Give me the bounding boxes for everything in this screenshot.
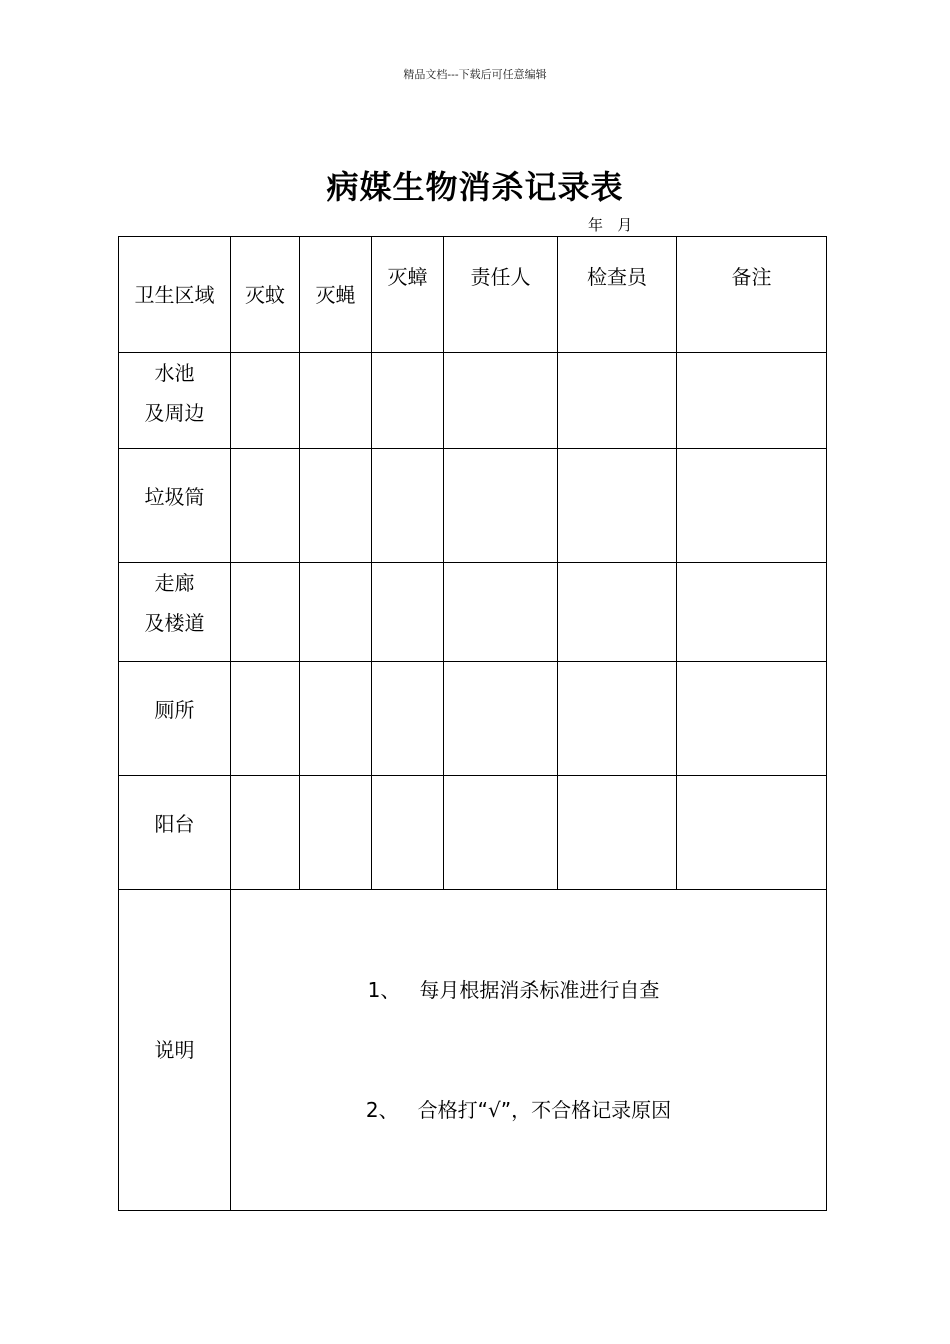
column-header-fly: 灭蝇 xyxy=(300,237,372,353)
cockroach-cell[interactable] xyxy=(372,563,444,662)
table-row xyxy=(119,662,827,776)
area-line: 走廊 xyxy=(154,571,195,595)
cockroach-cell[interactable] xyxy=(372,776,444,890)
inspector-cell[interactable] xyxy=(558,662,677,776)
note-line-2: 2、 合格打“√”，不合格记录原因 xyxy=(365,1098,672,1122)
area-cell xyxy=(119,776,231,890)
area-cell xyxy=(119,563,231,662)
responsible-cell[interactable] xyxy=(444,353,558,449)
inspector-cell[interactable] xyxy=(558,563,677,662)
cockroach-cell[interactable] xyxy=(372,449,444,563)
fly-cell[interactable] xyxy=(300,776,372,890)
area-line: 及楼道 xyxy=(144,611,205,635)
mosquito-cell[interactable] xyxy=(231,563,300,662)
inspector-cell[interactable] xyxy=(558,449,677,563)
responsible-cell[interactable] xyxy=(444,449,558,563)
area-line: 厕所 xyxy=(154,697,195,722)
header-row xyxy=(119,237,827,353)
area-line: 水池 xyxy=(154,361,195,385)
column-header-mosquito: 灭蚊 xyxy=(231,237,300,353)
mosquito-cell[interactable] xyxy=(231,776,300,890)
column-header-inspector: 检查员 xyxy=(558,237,677,353)
inspector-cell[interactable] xyxy=(558,776,677,890)
record-table xyxy=(118,236,827,1211)
cockroach-cell[interactable] xyxy=(372,662,444,776)
responsible-cell[interactable] xyxy=(444,563,558,662)
notes-label: 说明 xyxy=(119,890,231,1211)
notes-cell xyxy=(231,890,827,1211)
remarks-cell[interactable] xyxy=(677,776,827,890)
column-header-area: 卫生区域 xyxy=(119,237,231,353)
area-line: 阳台 xyxy=(154,811,195,836)
fly-cell[interactable] xyxy=(300,662,372,776)
table-row xyxy=(119,353,827,449)
page-title: 病媒生物消杀记录表 xyxy=(326,168,624,206)
column-header-responsible: 责任人 xyxy=(444,237,558,353)
fly-cell[interactable] xyxy=(300,563,372,662)
notes-row xyxy=(119,890,827,1211)
fly-cell[interactable] xyxy=(300,449,372,563)
area-line: 垃圾筒 xyxy=(144,484,205,509)
mosquito-cell[interactable] xyxy=(231,449,300,563)
cockroach-cell[interactable] xyxy=(372,353,444,449)
column-header-cockroach: 灭蟑 xyxy=(372,237,444,353)
area-cell xyxy=(119,662,231,776)
column-header-remarks: 备注 xyxy=(677,237,827,353)
fly-cell[interactable] xyxy=(300,353,372,449)
note-line-1: 1、 每月根据消杀标准进行自查 xyxy=(367,978,660,1002)
mosquito-cell[interactable] xyxy=(231,662,300,776)
table-row xyxy=(119,449,827,563)
remarks-cell[interactable] xyxy=(677,662,827,776)
mosquito-cell[interactable] xyxy=(231,353,300,449)
area-cell xyxy=(119,449,231,563)
table-row xyxy=(119,776,827,890)
remarks-cell[interactable] xyxy=(677,353,827,449)
remarks-cell[interactable] xyxy=(677,449,827,563)
area-line: 及周边 xyxy=(144,401,205,425)
remarks-cell[interactable] xyxy=(677,563,827,662)
header-note: 精品文档---下载后可任意编辑 xyxy=(403,68,547,81)
area-cell xyxy=(119,353,231,449)
inspector-cell[interactable] xyxy=(558,353,677,449)
table-row xyxy=(119,563,827,662)
date-line: 年 月 xyxy=(588,216,633,234)
responsible-cell[interactable] xyxy=(444,776,558,890)
responsible-cell[interactable] xyxy=(444,662,558,776)
